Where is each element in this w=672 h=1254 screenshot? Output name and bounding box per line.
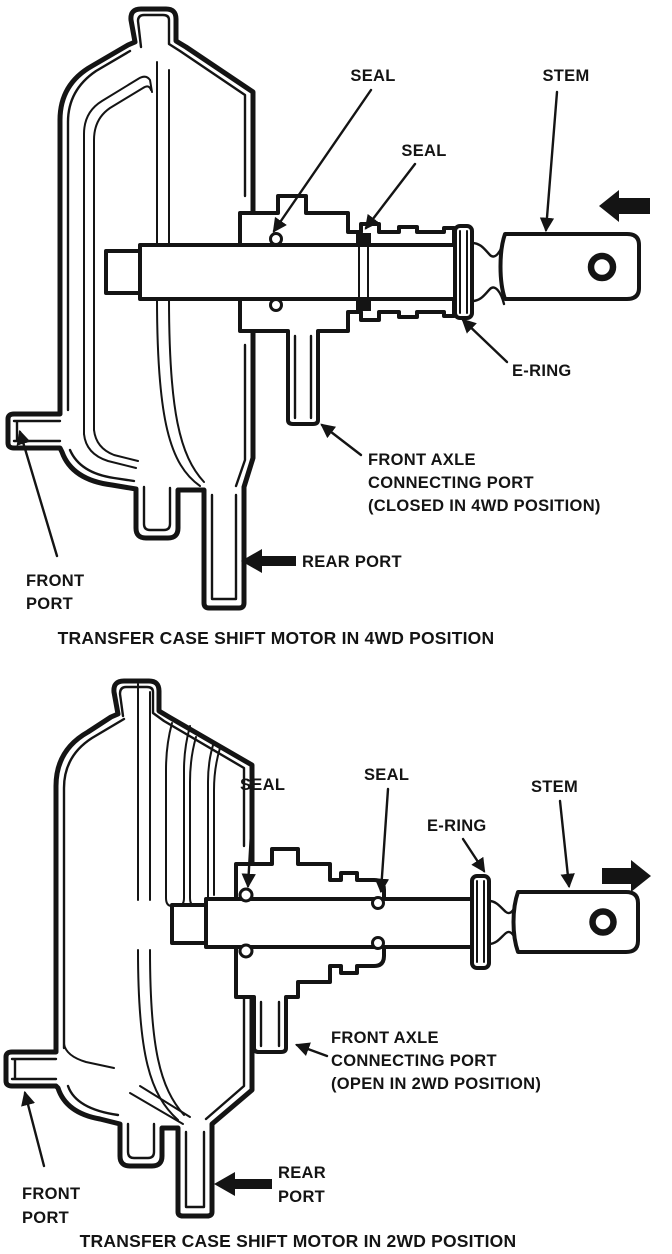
shaft-stub-4wd bbox=[106, 251, 142, 293]
seal-inner-leader-4wd bbox=[366, 164, 415, 228]
left-arrow-icon bbox=[599, 190, 650, 222]
front-port-label-line2-2wd: PORT bbox=[22, 1209, 70, 1227]
front-axle-leader-4wd bbox=[322, 425, 361, 455]
shaft-2wd bbox=[206, 899, 474, 947]
front-port-label-line2-4wd: PORT bbox=[26, 595, 74, 613]
rear-port-arrow-4wd bbox=[241, 549, 296, 573]
stem-label-4wd: STEM bbox=[542, 67, 590, 85]
shaft-stub-2wd bbox=[172, 905, 208, 943]
e-ring-4wd bbox=[455, 226, 472, 318]
rear-port-label-line1-2wd: REAR bbox=[278, 1164, 326, 1182]
diagram-2wd bbox=[6, 681, 651, 1251]
right-arrow-icon bbox=[602, 860, 651, 892]
stem-hole-2wd bbox=[593, 912, 614, 933]
caption-4wd: TRANSFER CASE SHIFT MOTOR IN 4WD POSITION bbox=[57, 628, 495, 648]
e-ring-leader-2wd bbox=[463, 839, 484, 871]
seal-outer-leader-4wd bbox=[274, 90, 371, 231]
rear-port-label-4wd: REAR PORT bbox=[302, 553, 402, 571]
e-ring-label-4wd: E-RING bbox=[512, 362, 572, 380]
stem-4wd bbox=[501, 234, 640, 299]
front-axle-label-line3-4wd: (CLOSED IN 4WD POSITION) bbox=[368, 497, 601, 515]
front-axle-label-line1-4wd: FRONT AXLE bbox=[368, 451, 476, 469]
shaft-4wd bbox=[140, 245, 472, 299]
stem-leader-2wd bbox=[560, 801, 569, 886]
front-port-leader-4wd bbox=[20, 432, 57, 556]
front-port-leader-2wd bbox=[25, 1093, 44, 1166]
front-axle-label-line1-2wd: FRONT AXLE bbox=[331, 1029, 439, 1047]
stem-2wd bbox=[514, 892, 639, 952]
front-axle-label-line2-2wd: CONNECTING PORT bbox=[331, 1052, 497, 1070]
e-ring-2wd bbox=[472, 876, 489, 968]
front-port-label-line1-2wd: FRONT bbox=[22, 1185, 81, 1203]
diagram-4wd bbox=[8, 9, 650, 648]
front-axle-leader-2wd bbox=[297, 1045, 327, 1056]
e-ring-leader-4wd bbox=[463, 320, 507, 362]
rear-port-label-line2-2wd: PORT bbox=[278, 1188, 326, 1206]
seal-inner-label-2wd: SEAL bbox=[364, 766, 410, 784]
seal-inner-leader-2wd bbox=[381, 789, 388, 891]
rear-port-arrow-2wd bbox=[214, 1172, 272, 1196]
front-axle-label-line2-4wd: CONNECTING PORT bbox=[368, 474, 534, 492]
front-port-label-line1-4wd: FRONT bbox=[26, 572, 85, 590]
e-ring-label-2wd: E-RING bbox=[427, 817, 487, 835]
stem-leader-4wd bbox=[546, 92, 557, 230]
seal-outer-label-2wd: SEAL bbox=[240, 776, 286, 794]
valve-body-2wd bbox=[236, 849, 384, 1052]
front-axle-label-line3-2wd: (OPEN IN 2WD POSITION) bbox=[331, 1075, 542, 1093]
seal-inner-label-4wd: SEAL bbox=[401, 142, 447, 160]
stem-label-2wd: STEM bbox=[531, 778, 579, 796]
caption-2wd: TRANSFER CASE SHIFT MOTOR IN 2WD POSITION bbox=[79, 1231, 517, 1251]
stem-hole-4wd bbox=[591, 256, 613, 278]
seal-outer-label-4wd: SEAL bbox=[350, 67, 396, 85]
